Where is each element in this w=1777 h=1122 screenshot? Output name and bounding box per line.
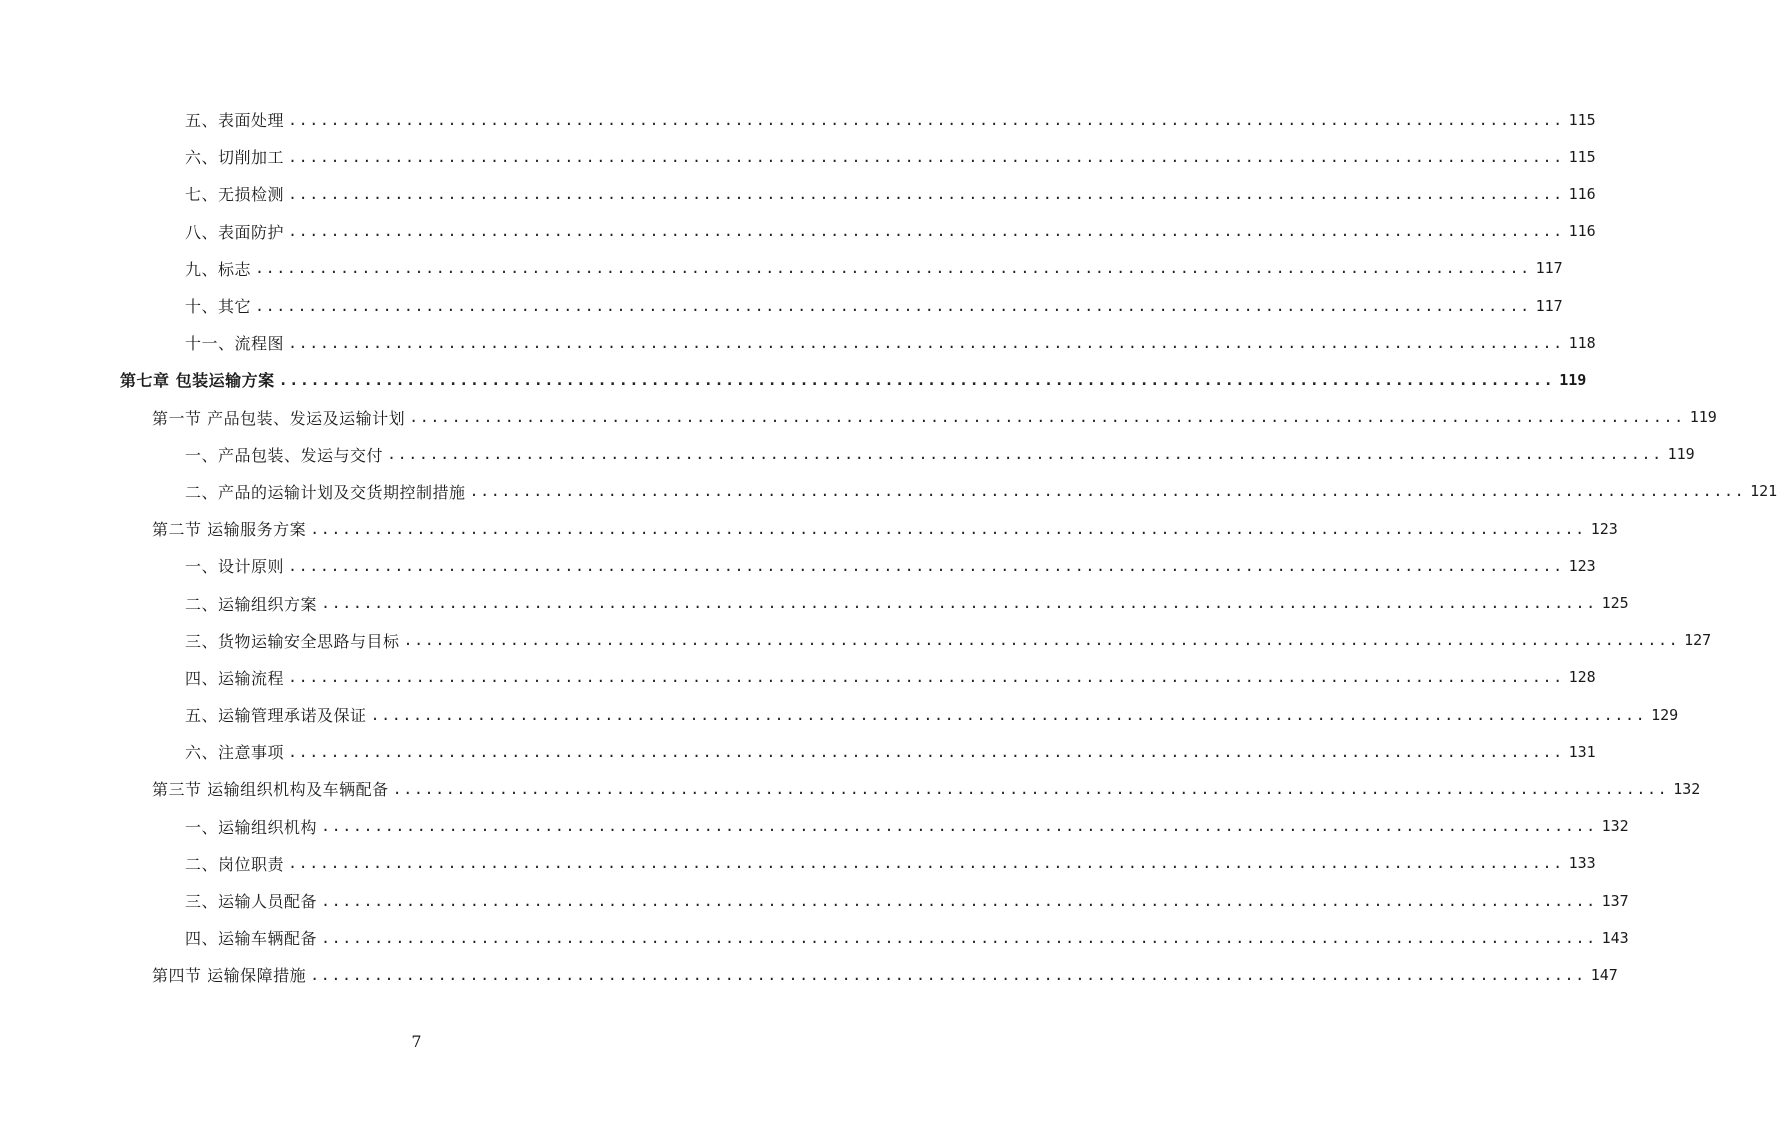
toc-entry-page: 147 [1590,965,1618,984]
toc-entry-title: 二、运输组织方案 [185,594,318,614]
toc-leader-dots: ........................................................................................................................ [387,445,1663,464]
toc-leader-dots: ........................................................................................................................ [409,408,1685,427]
toc-leader-dots: ........................................................................................................................ [255,296,1531,315]
toc-entry-title: 十一、流程图 [185,334,285,354]
toc-entry-item[interactable] [0,696,1679,733]
toc-entry-section[interactable] [0,770,1701,807]
toc-entry-title: 第三节 运输组织机构及车辆配备 [152,780,389,800]
toc-leader-dots: ........................................................................................................................ [288,668,1564,687]
toc-entry-page: 119 [1667,445,1695,464]
toc-leader-dots: ........................................................................................................................ [392,779,1669,798]
toc-leader-dots: ........................................................................................................................ [278,370,1555,389]
toc-entry-item[interactable] [0,473,1777,510]
toc-leader-dots: ........................................................................................................................ [310,965,1586,984]
toc-entry-section[interactable] [0,510,1618,547]
toc-entry-item[interactable] [0,622,1712,659]
toc-entry-page: 127 [1684,631,1712,650]
toc-entry-item[interactable] [0,138,1596,175]
toc-entry-chapter[interactable] [0,361,1587,398]
toc-entry-title: 一、设计原则 [185,557,285,577]
toc-leader-dots: ........................................................................................................................ [255,259,1531,278]
toc-entry-title: 第七章 包装运输方案 [120,371,275,391]
toc-entry-item[interactable] [0,324,1596,361]
toc-entry-item[interactable] [0,436,1695,473]
toc-entry-page: 123 [1590,519,1618,538]
toc-entry-item[interactable] [0,733,1596,770]
toc-leader-dots: ........................................................................................................................ [321,891,1597,910]
toc-leader-dots: ........................................................................................................................ [321,817,1597,836]
page-number: 7 [411,1032,422,1051]
toc-entry-title: 第四节 运输保障措施 [152,966,307,986]
toc-entry-page: 117 [1535,296,1563,315]
toc-entry-item[interactable] [0,919,1629,956]
toc-entry-item[interactable] [0,882,1629,919]
toc-entry-page: 129 [1651,705,1679,724]
toc-entry-item[interactable] [0,250,1563,287]
toc-entry-page: 118 [1568,333,1596,352]
toc-entry-title: 四、运输流程 [185,668,285,688]
toc-leader-dots: ........................................................................................................................ [370,705,1647,724]
toc-entry-page: 133 [1568,854,1596,873]
toc-entry-item[interactable] [0,213,1596,250]
toc-entry-title: 二、产品的运输计划及交货期控制措施 [185,482,466,502]
toc-entry-item[interactable] [0,175,1596,212]
toc-entry-item[interactable] [0,101,1596,138]
toc-entry-title: 九、标志 [185,259,252,279]
toc-entry-item[interactable] [0,584,1629,621]
toc-leader-dots: ........................................................................................................................ [321,594,1597,613]
toc-entry-page: 137 [1601,891,1629,910]
toc-leader-dots: ........................................................................................................................ [288,333,1564,352]
toc-entry-item[interactable] [0,659,1596,696]
toc-entry-item[interactable] [0,547,1596,584]
toc-entry-title: 第一节 产品包装、发运及运输计划 [152,408,406,428]
toc-leader-dots: ........................................................................................................................ [469,482,1746,501]
toc-entry-title: 八、表面防护 [185,222,285,242]
toc-leader-dots: ........................................................................................................................ [288,556,1564,575]
table-of-contents [0,101,1777,994]
toc-entry-page: 116 [1568,184,1596,203]
toc-leader-dots: ........................................................................................................................ [288,854,1564,873]
toc-entry-page: 119 [1559,370,1587,389]
toc-entry-item[interactable] [0,287,1563,324]
toc-leader-dots: ........................................................................................................................ [310,519,1586,538]
toc-entry-section[interactable] [0,956,1618,993]
toc-entry-page: 115 [1568,110,1596,129]
toc-entry-title: 第二节 运输服务方案 [152,520,307,540]
toc-leader-dots: ........................................................................................................................ [321,928,1597,947]
toc-entry-title: 六、注意事项 [185,743,285,763]
toc-entry-page: 132 [1673,779,1701,798]
toc-entry-title: 三、运输人员配备 [185,892,318,912]
toc-leader-dots: ........................................................................................................................ [288,147,1564,166]
toc-entry-title: 十、其它 [185,297,252,317]
toc-entry-page: 115 [1568,147,1596,166]
toc-entry-page: 123 [1568,556,1596,575]
toc-leader-dots: ........................................................................................................................ [288,742,1564,761]
toc-entry-page: 131 [1568,742,1596,761]
toc-entry-item[interactable] [0,845,1596,882]
toc-entry-page: 128 [1568,668,1596,687]
toc-entry-title: 五、表面处理 [185,111,285,131]
toc-entry-title: 五、运输管理承诺及保证 [185,706,367,726]
toc-entry-page: 117 [1535,259,1563,278]
toc-leader-dots: ........................................................................................................................ [403,631,1680,650]
toc-leader-dots: ........................................................................................................................ [288,222,1564,241]
toc-entry-section[interactable] [0,399,1717,436]
toc-entry-item[interactable] [0,808,1629,845]
toc-entry-page: 121 [1750,482,1777,501]
toc-entry-title: 七、无损检测 [185,185,285,205]
toc-entry-title: 一、产品包装、发运与交付 [185,445,384,465]
toc-entry-title: 四、运输车辆配备 [185,929,318,949]
toc-entry-page: 119 [1689,408,1717,427]
toc-leader-dots: ........................................................................................................................ [288,110,1564,129]
toc-entry-title: 一、运输组织机构 [185,817,318,837]
toc-entry-page: 143 [1601,928,1629,947]
toc-leader-dots: ........................................................................................................................ [288,184,1564,203]
toc-entry-title: 二、岗位职责 [185,854,285,874]
toc-entry-page: 116 [1568,222,1596,241]
toc-entry-title: 三、货物运输安全思路与目标 [185,631,400,651]
toc-entry-title: 六、切削加工 [185,148,285,168]
toc-entry-page: 125 [1601,594,1629,613]
toc-entry-page: 132 [1601,817,1629,836]
